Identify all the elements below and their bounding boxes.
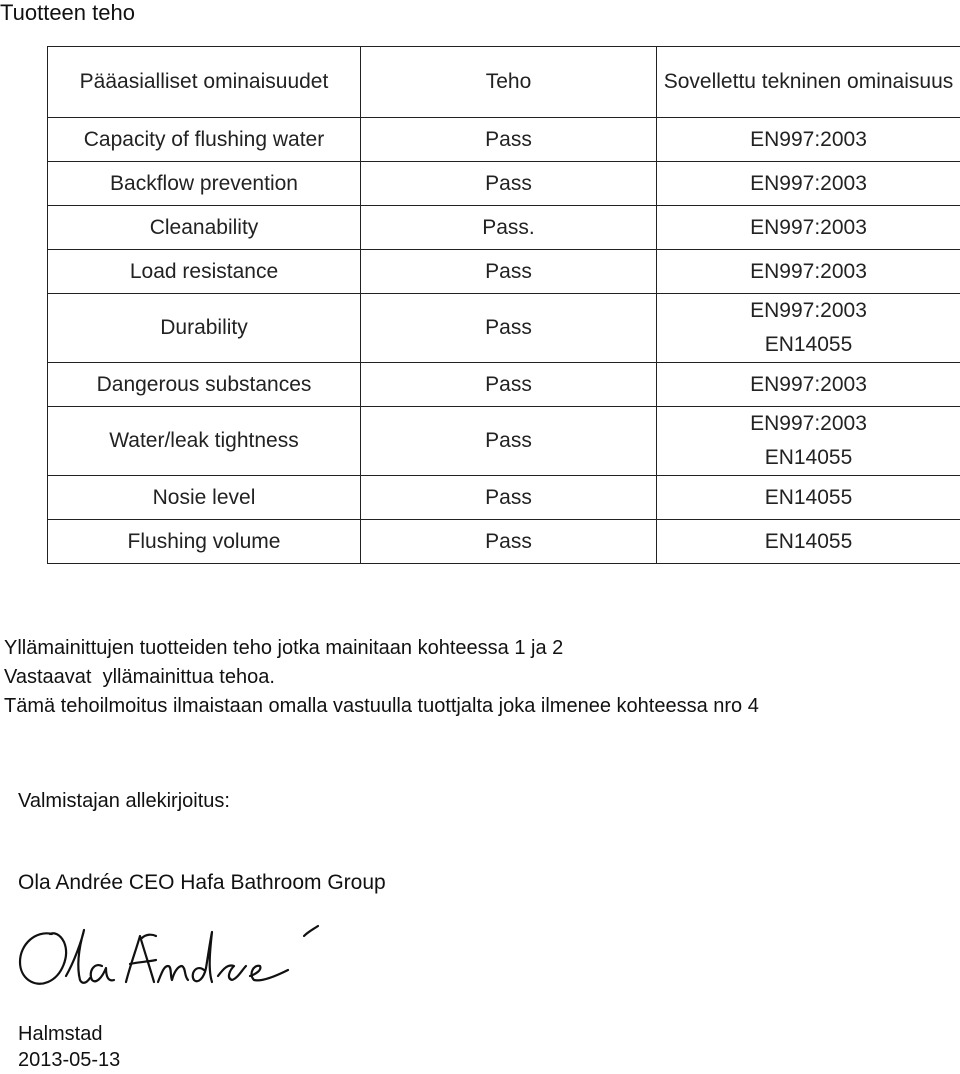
performance-cell: Pass bbox=[361, 250, 657, 294]
header-essential-characteristics: Pääasialliset ominaisuudet bbox=[48, 47, 361, 118]
table-row bbox=[48, 118, 960, 162]
property-cell: Dangerous substances bbox=[48, 363, 361, 407]
property-cell: Capacity of flushing water bbox=[48, 118, 361, 162]
signing-date: 2013-05-13 bbox=[18, 1049, 121, 1071]
signer-name: Ola Andrée CEO Hafa Bathroom Group bbox=[18, 871, 386, 894]
spec-cell: EN997:2003 bbox=[657, 162, 960, 206]
signature-label: Valmistajan allekirjoitus: bbox=[18, 790, 230, 812]
table-header-row bbox=[48, 47, 960, 118]
handwritten-signature bbox=[14, 920, 334, 1000]
note-line: Yllämainittujen tuotteiden teho jotka mainitaan kohteessa 1 ja 2 bbox=[4, 637, 564, 659]
spec-line: EN14055 bbox=[764, 446, 853, 469]
performance-cell: Pass bbox=[361, 294, 657, 363]
performance-cell: Pass bbox=[361, 118, 657, 162]
property-cell: Load resistance bbox=[48, 250, 361, 294]
performance-cell: Pass bbox=[361, 476, 657, 520]
performance-cell: Pass bbox=[361, 520, 657, 564]
spec-line: EN997:2003 bbox=[750, 412, 867, 435]
spec-line: EN14055 bbox=[764, 333, 853, 356]
property-cell: Water/leak tightness bbox=[48, 407, 361, 476]
note-line: Vastaavat yllämainittua tehoa. bbox=[4, 666, 275, 688]
table-row bbox=[48, 206, 960, 250]
spec-cell: EN997:2003 bbox=[657, 206, 960, 250]
property-cell: Durability bbox=[48, 294, 361, 363]
header-technical-specification: Sovellettu tekninen ominaisuus bbox=[657, 47, 960, 118]
declaration-notes bbox=[4, 634, 759, 721]
property-cell: Backflow prevention bbox=[48, 162, 361, 206]
spec-cell: EN997:2003 bbox=[657, 250, 960, 294]
table-row bbox=[48, 250, 960, 294]
performance-table bbox=[47, 46, 960, 564]
note-line: Tämä tehoilmoitus ilmaistaan omalla vastuulla tuottjalta joka ilmenee kohteessa nro 4 bbox=[4, 695, 759, 717]
table-row bbox=[48, 407, 960, 476]
table-row bbox=[48, 476, 960, 520]
signing-place: Halmstad bbox=[18, 1023, 103, 1045]
spec-cell bbox=[657, 407, 960, 476]
spec-line: EN997:2003 bbox=[750, 299, 867, 322]
property-cell: Flushing volume bbox=[48, 520, 361, 564]
table-row bbox=[48, 520, 960, 564]
property-cell: Nosie level bbox=[48, 476, 361, 520]
performance-cell: Pass bbox=[361, 363, 657, 407]
performance-cell: Pass. bbox=[361, 206, 657, 250]
header-performance: Teho bbox=[361, 47, 657, 118]
section-title: Tuotteen teho bbox=[0, 0, 135, 25]
property-cell: Cleanability bbox=[48, 206, 361, 250]
table-row bbox=[48, 363, 960, 407]
spec-cell bbox=[657, 294, 960, 363]
table-row bbox=[48, 162, 960, 206]
performance-cell: Pass bbox=[361, 407, 657, 476]
spec-cell: EN997:2003 bbox=[657, 363, 960, 407]
spec-cell: EN14055 bbox=[657, 520, 960, 564]
spec-cell: EN997:2003 bbox=[657, 118, 960, 162]
table-row bbox=[48, 294, 960, 363]
performance-cell: Pass bbox=[361, 162, 657, 206]
spec-cell: EN14055 bbox=[657, 476, 960, 520]
